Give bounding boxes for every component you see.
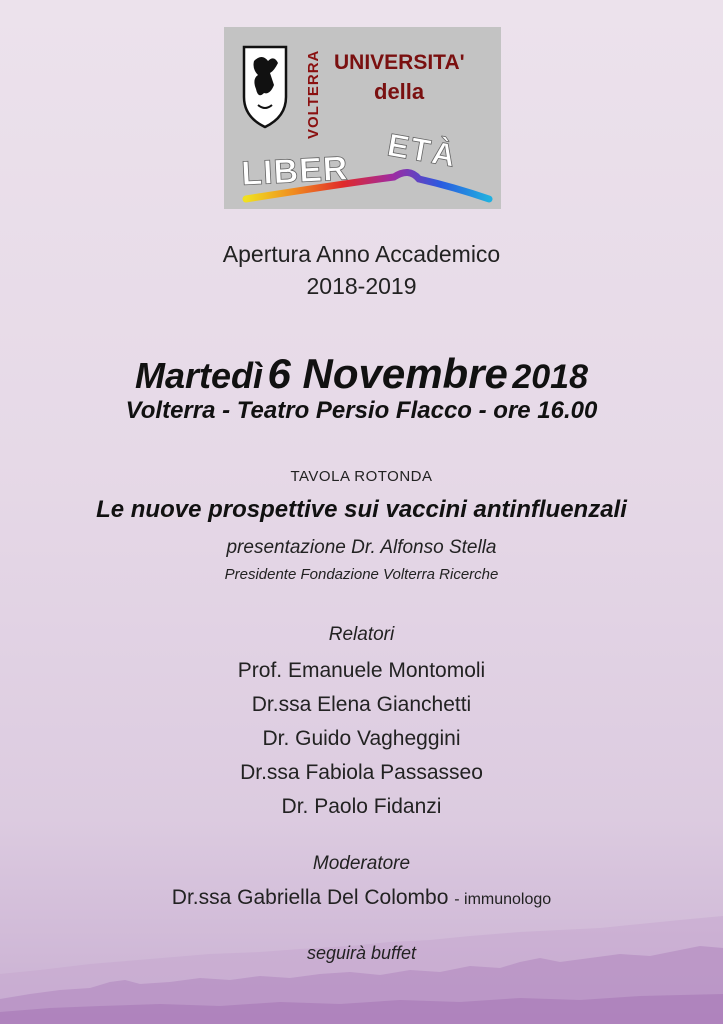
speakers-list xyxy=(0,654,723,824)
speaker-name: Dr. Paolo Fidanzi xyxy=(281,795,442,818)
opening-block xyxy=(0,238,723,302)
academic-year: 2018-2019 xyxy=(306,273,417,299)
logo-side-text: VOLTERRA xyxy=(305,49,322,139)
closing-note: seguirà buffet xyxy=(306,943,417,963)
date-year: 2018 xyxy=(512,358,588,396)
presenter-role: Presidente Fondazione Volterra Ricerche xyxy=(224,566,499,583)
moderator-role: - immunologo xyxy=(454,891,552,908)
date-weekday: Martedì xyxy=(134,355,264,396)
opening-title: Apertura Anno Accademico xyxy=(222,241,501,267)
speaker-name: Prof. Emanuele Montomoli xyxy=(237,659,486,682)
university-logo xyxy=(224,27,501,209)
event-date xyxy=(0,350,723,398)
event-venue: Volterra - Teatro Persio Flacco - ore 16.00 xyxy=(125,397,598,424)
moderator-name: Dr.ssa Gabriella Del Colombo xyxy=(171,886,449,909)
logo-word-arc: ETÀ xyxy=(384,126,460,175)
logo-word-left: LIBER xyxy=(240,149,350,193)
date-day-month: 6 Novembre xyxy=(267,350,508,397)
speakers-heading: Relatori xyxy=(328,624,395,645)
speaker-name: Dr. Guido Vagheggini xyxy=(262,727,461,750)
presentation-line: presentazione Dr. Alfonso Stella xyxy=(226,537,497,558)
roundtable-topic: Le nuove prospettive sui vaccini antinfluenzali xyxy=(96,496,627,523)
skyline-background xyxy=(0,854,723,1024)
logo-line1: UNIVERSITA' xyxy=(334,51,465,74)
logo-line2: della xyxy=(374,79,425,104)
speaker-name: Dr.ssa Elena Gianchetti xyxy=(251,693,472,716)
coat-of-arms-icon xyxy=(244,47,286,127)
roundtable-label: TAVOLA ROTONDA xyxy=(290,468,433,485)
moderator-line xyxy=(0,886,723,910)
speaker-name: Dr.ssa Fabiola Passasseo xyxy=(240,761,483,784)
moderator-heading: Moderatore xyxy=(312,853,411,874)
